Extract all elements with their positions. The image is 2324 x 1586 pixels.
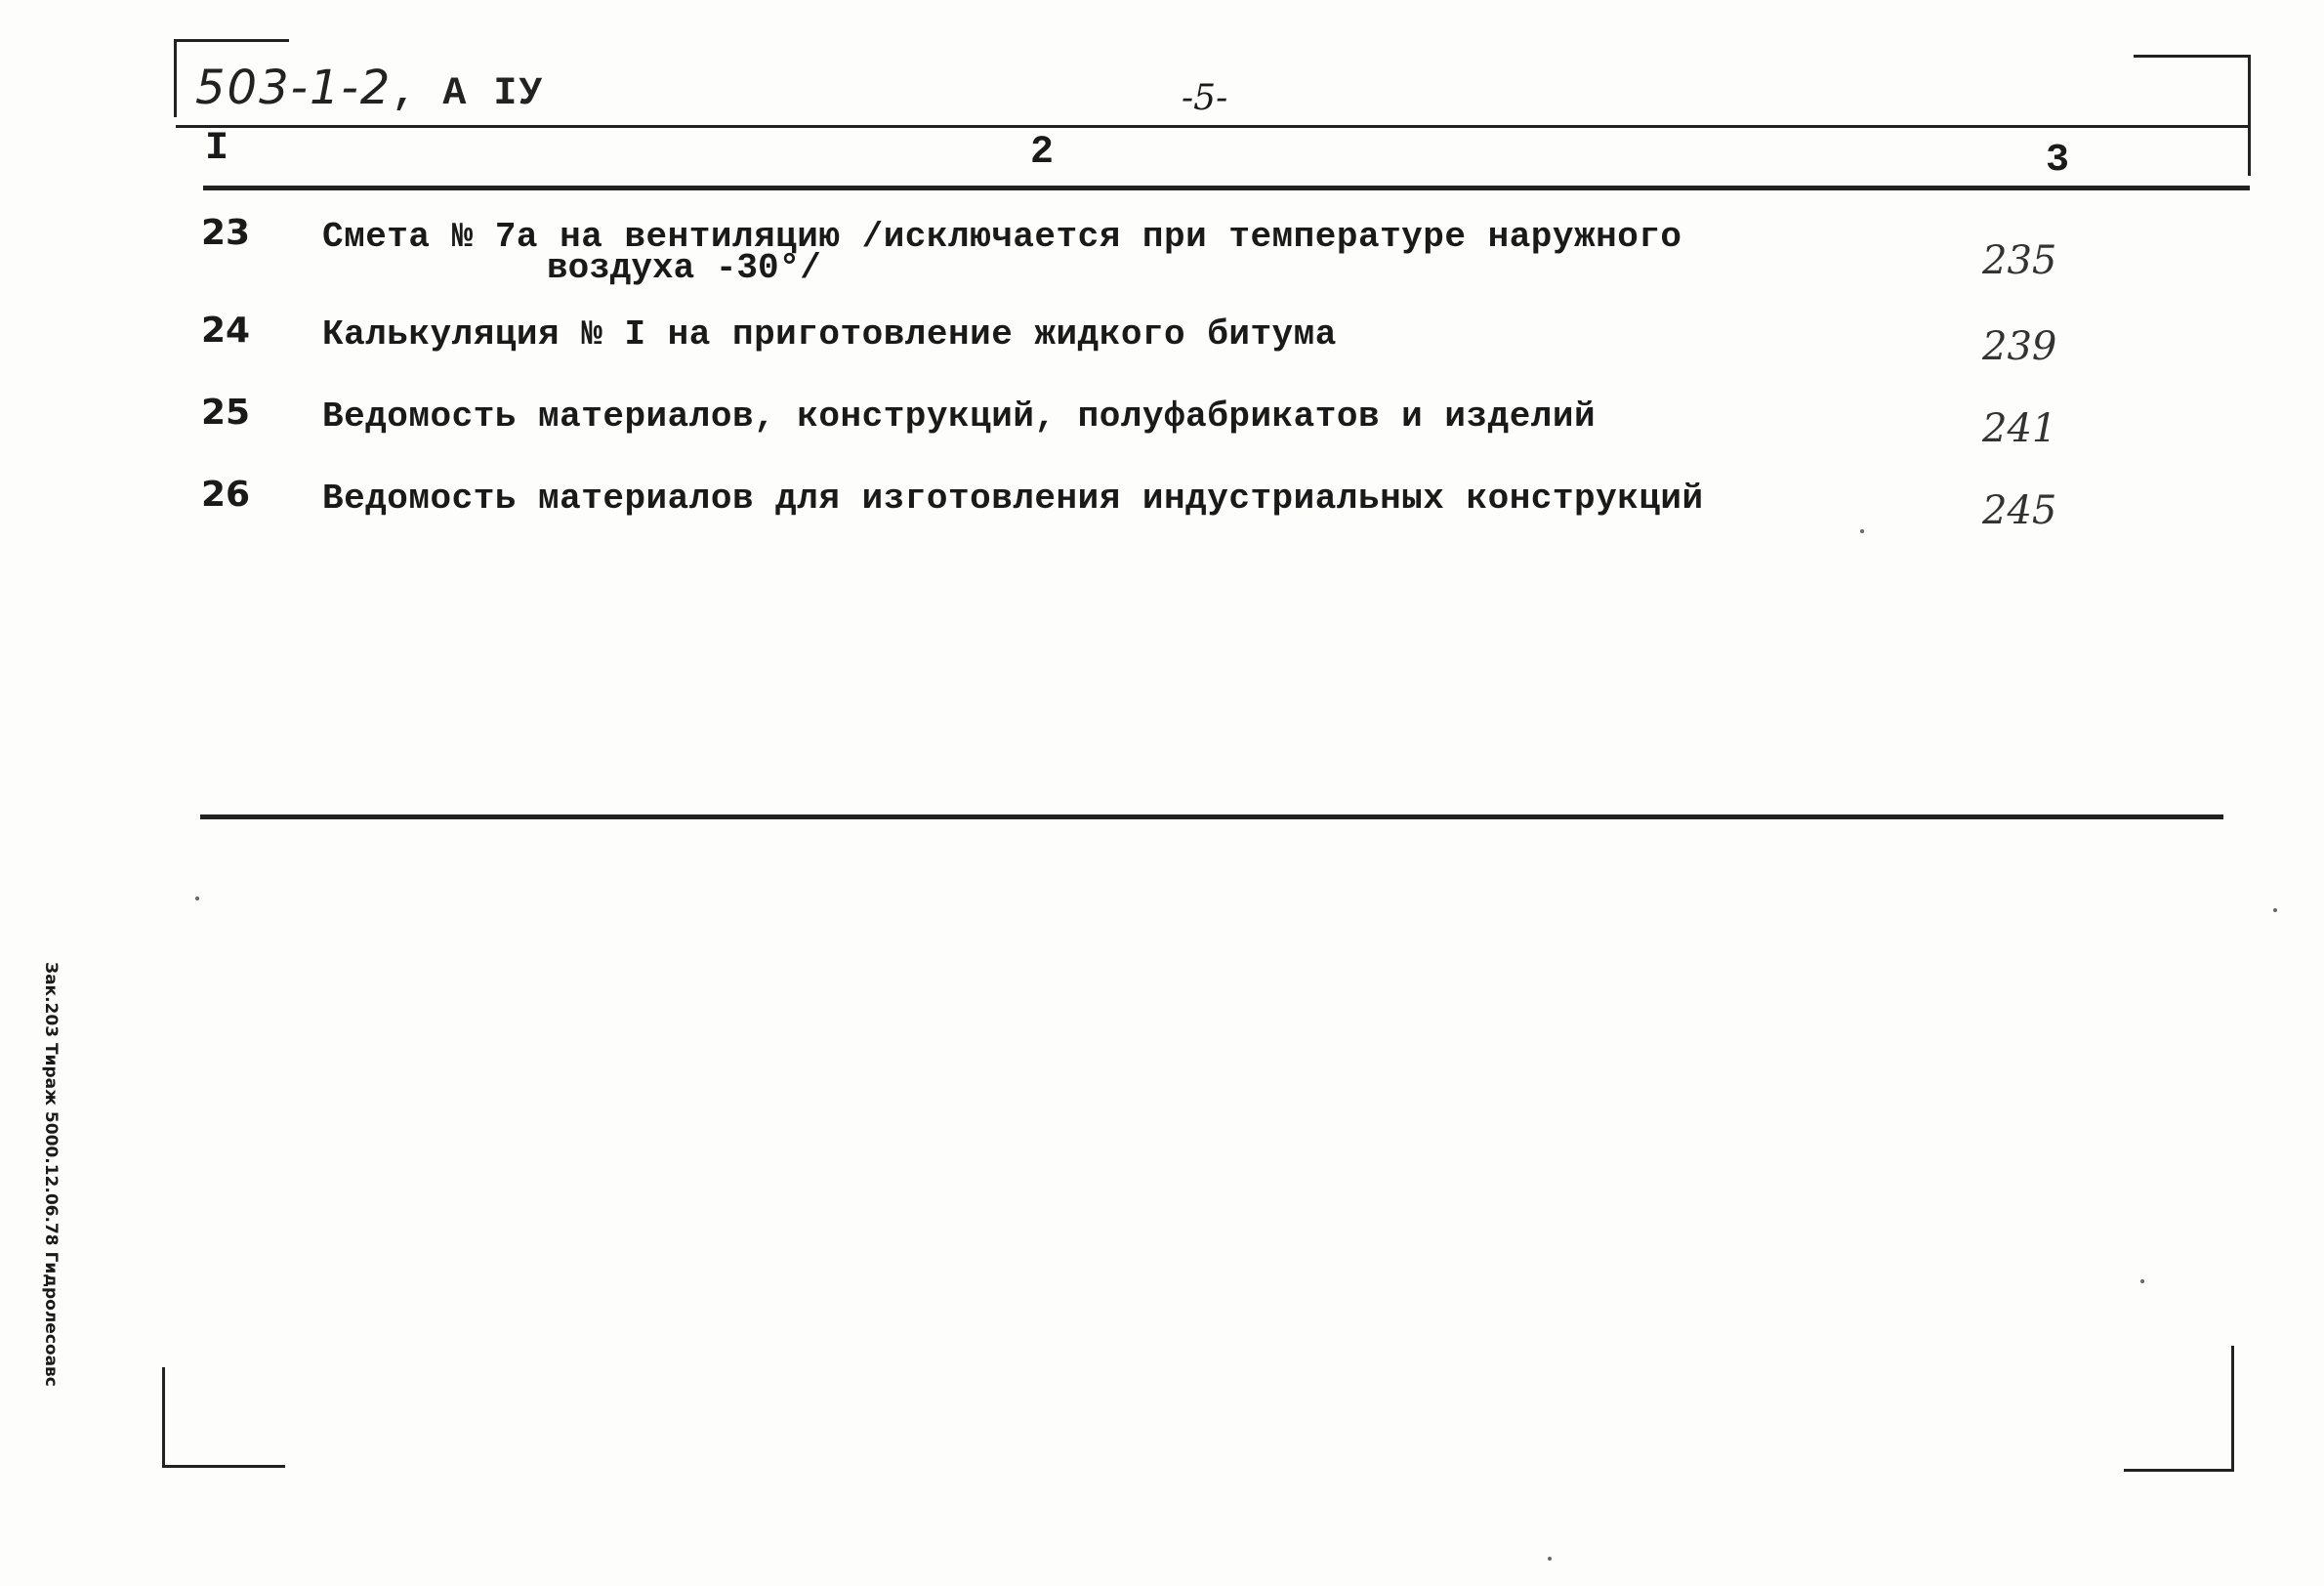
scan-speck (2273, 908, 2277, 912)
column-header-rule (203, 186, 2250, 190)
row-number: 24 (201, 311, 251, 351)
row-page-number: 241 (1982, 406, 2057, 451)
header-rule (176, 125, 2250, 128)
print-imprint: Зак.203 Тираж 5000.12.06.78 Гидролесоавс (41, 962, 61, 1387)
scan-speck (2140, 1279, 2144, 1283)
frame-top-left-line (174, 39, 289, 42)
table-row (195, 393, 2109, 471)
frame-top-right-line (2134, 55, 2251, 58)
frame-bottom-left-line (162, 1465, 285, 1468)
row-number: 25 (201, 393, 251, 433)
column-header-3: 3 (2046, 139, 2070, 183)
scan-speck (1548, 1557, 1552, 1561)
frame-right-vertical (2248, 55, 2251, 176)
row-page-number: 235 (1982, 238, 2057, 283)
scan-speck (1860, 529, 1864, 533)
row-title: Ведомость материалов, конструкций, полуфабрикатов и изделий (322, 396, 1597, 437)
row-title: Ведомость материалов для изготовления индустриальных конструкций (322, 479, 1704, 519)
frame-bottom-left-vertical (162, 1367, 165, 1467)
row-title: Калькуляция № I на приготовление жидкого битума (322, 314, 1337, 355)
frame-left-vertical (174, 39, 177, 117)
row-page-number: 245 (1982, 488, 2057, 533)
document-code-typed: , А IУ (392, 72, 545, 116)
page-number: -5- (1182, 78, 1228, 118)
table-row (195, 475, 2109, 553)
frame-bottom-right-vertical (2231, 1346, 2234, 1469)
document-code-handwritten: 503-1-2 (195, 61, 393, 115)
document-code (195, 61, 544, 116)
scan-speck (195, 897, 199, 900)
column-header-2: 2 (1030, 131, 1055, 175)
row-page-number: 239 (1982, 324, 2057, 369)
column-header-1: I (205, 127, 229, 171)
table-row (195, 213, 2109, 291)
table-row (195, 311, 2109, 389)
row-title-continuation: воздуха -30°/ (547, 248, 821, 288)
table-bottom-rule (200, 814, 2223, 819)
row-number: 23 (201, 213, 251, 253)
row-title: Смета № 7а на вентиляцию /исключается при температуре наружного (322, 217, 1682, 257)
frame-bottom-right-line (2124, 1469, 2234, 1472)
row-number: 26 (201, 475, 251, 515)
